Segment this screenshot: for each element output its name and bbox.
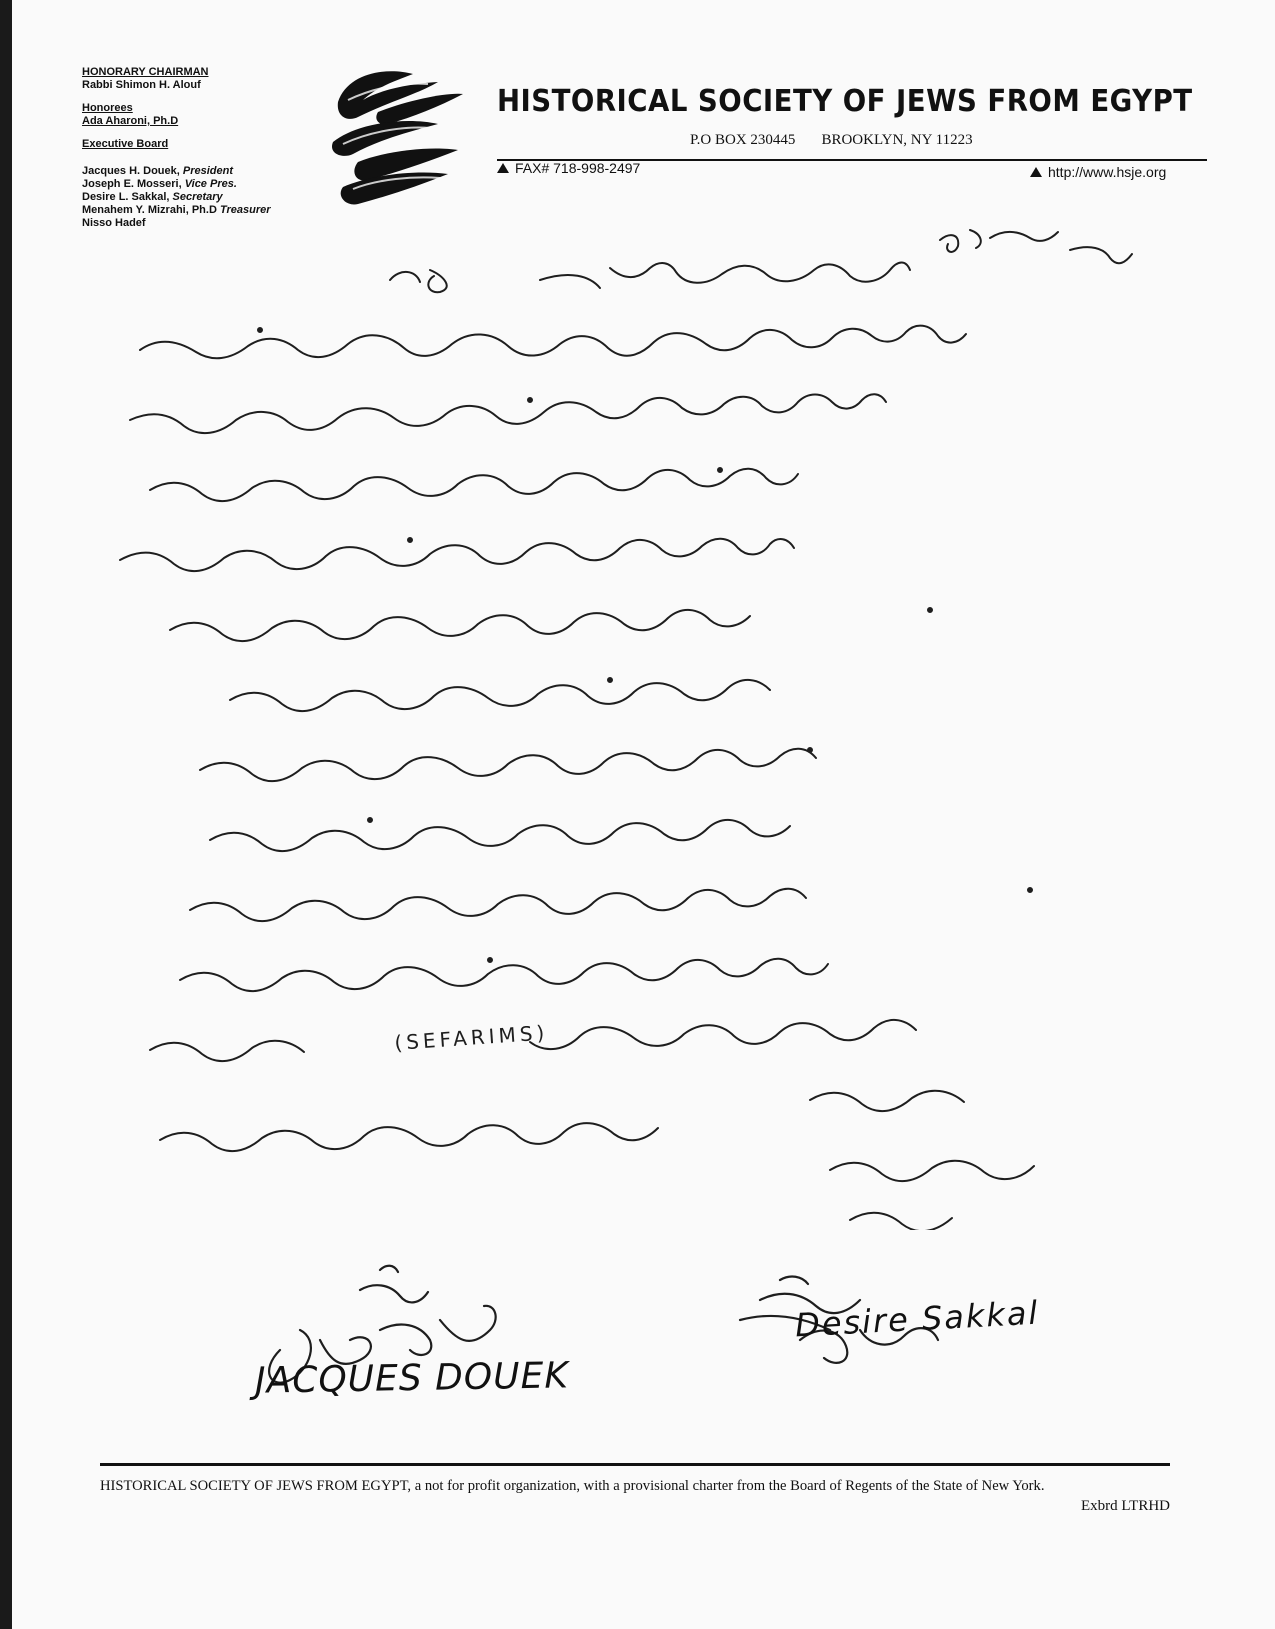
- honorees-label: Honorees: [82, 102, 133, 114]
- website-line: http://www.hsje.org: [1030, 164, 1166, 180]
- letterhead-left-column: [82, 66, 312, 230]
- hsje-logo-icon: [318, 62, 468, 212]
- triangle-bullet-icon: [1030, 167, 1042, 177]
- board-member: Menahem Y. Mizrahi, Ph.D Treasurer: [82, 204, 271, 216]
- signer-name-left: JACQUES DOUEK: [254, 1355, 570, 1402]
- footer-rule: [100, 1463, 1170, 1466]
- city-line: BROOKLYN, NY 11223: [821, 132, 973, 148]
- footer-text: HISTORICAL SOCIETY OF JEWS FROM EGYPT, a not for profit organization, with a provisional charter from the Board of Regents of the State of New York.: [100, 1477, 1045, 1494]
- honorary-chairman-label: HONORARY CHAIRMAN: [82, 66, 209, 78]
- footer-code: Exbrd LTRHD: [1080, 1498, 1170, 1514]
- svg-text:(SEFARIMS): (SEFARIMS): [393, 1020, 550, 1055]
- handwritten-letter-body: [110, 220, 1210, 1230]
- honoree-name: Ada Aharoni, Ph.D: [82, 115, 179, 127]
- po-box: P.O BOX 230445: [690, 132, 796, 148]
- board-member: Desire L. Sakkal, Secretary: [82, 191, 223, 203]
- executive-board-label: Executive Board: [82, 138, 169, 150]
- fax-line: FAX# 718-998-2497: [497, 160, 640, 176]
- signer-name-right: Desire Sakkal: [794, 1293, 1041, 1345]
- scan-edge: [0, 0, 12, 1629]
- postal-address: [690, 132, 999, 149]
- board-member: Joseph E. Mosseri, Vice Pres.: [82, 178, 237, 190]
- triangle-bullet-icon: [497, 163, 509, 173]
- honorary-chairman-name: Rabbi Shimon H. Alouf: [82, 79, 201, 91]
- footer: [100, 1476, 1170, 1516]
- board-member: Jacques H. Douek, President: [82, 165, 234, 177]
- organization-title: HISTORICAL SOCIETY OF JEWS FROM EGYPT: [497, 84, 1193, 119]
- board-member: Nisso Hadef: [82, 217, 146, 229]
